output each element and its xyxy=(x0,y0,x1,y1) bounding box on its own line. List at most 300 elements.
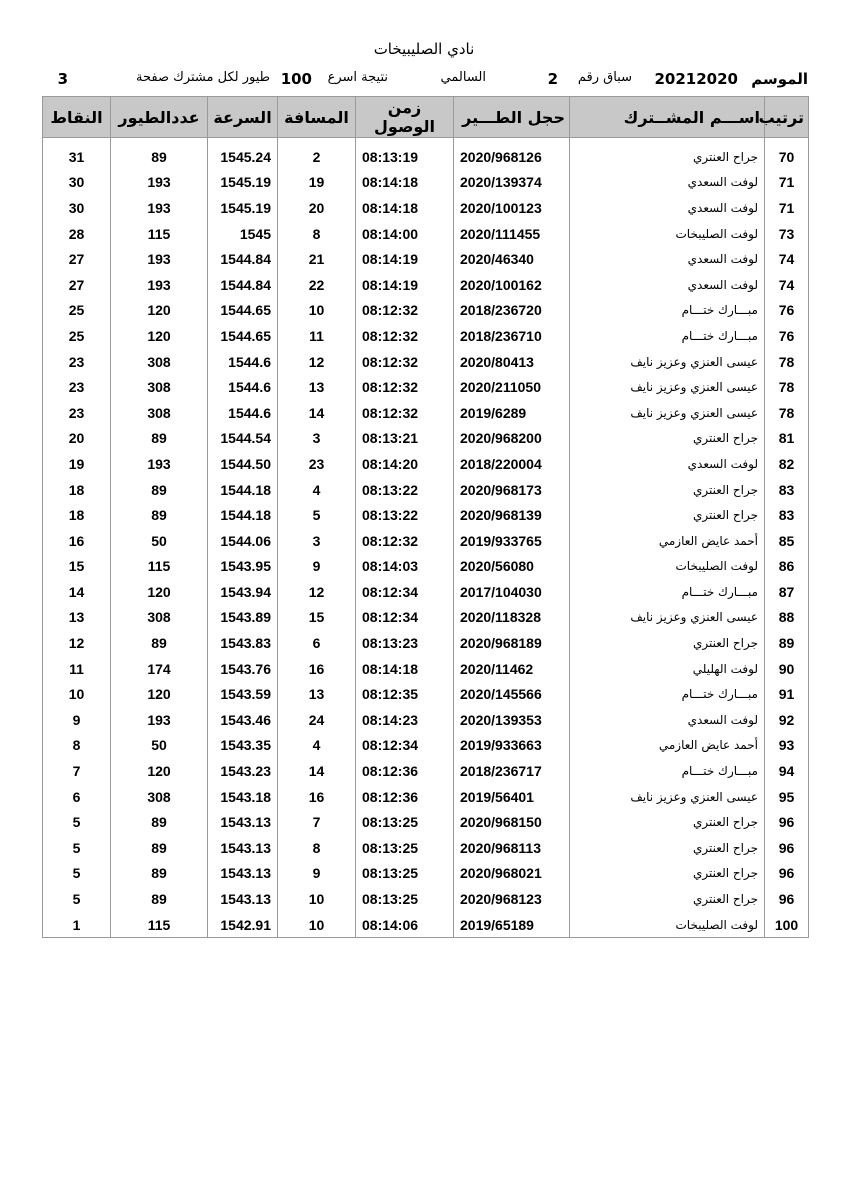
ring-number: 2020/100123 xyxy=(454,195,570,221)
rank-cell: 96 xyxy=(765,835,809,861)
points-cell: 27 xyxy=(43,272,111,298)
speed-cell: 1543.13 xyxy=(208,835,278,861)
participant-name: لوفت الصليبخات xyxy=(570,554,765,580)
ring-number: 2019/933663 xyxy=(454,733,570,759)
rank-cell: 93 xyxy=(765,733,809,759)
distance-cell: 21 xyxy=(278,246,356,272)
participant-name: لوفت السعدي xyxy=(570,707,765,733)
ring-number: 2020/968021 xyxy=(454,861,570,887)
distance-cell: 15 xyxy=(278,605,356,631)
points-cell: 5 xyxy=(43,861,111,887)
arrival-time: 08:14:18 xyxy=(356,170,454,196)
birds-count: 100 xyxy=(280,70,312,88)
race-info-line xyxy=(42,70,808,92)
points-cell: 18 xyxy=(43,502,111,528)
table-header-row xyxy=(43,97,809,138)
birds-count-cell: 115 xyxy=(111,221,208,247)
speed-cell: 1544.06 xyxy=(208,528,278,554)
arrival-time: 08:12:34 xyxy=(356,733,454,759)
rank-cell: 81 xyxy=(765,426,809,452)
rank-cell: 74 xyxy=(765,272,809,298)
ring-number: 2018/236720 xyxy=(454,298,570,324)
arrival-time: 08:13:23 xyxy=(356,630,454,656)
race-number: 2 xyxy=(547,70,558,88)
rank-cell: 96 xyxy=(765,809,809,835)
participant-name: جراح العنتري xyxy=(570,809,765,835)
points-cell: 1 xyxy=(43,912,111,938)
participant-name: عيسى العنزي وعزيز نايف xyxy=(570,400,765,426)
points-cell: 25 xyxy=(43,298,111,324)
speed-cell: 1543.89 xyxy=(208,605,278,631)
birds-count-cell: 89 xyxy=(111,886,208,912)
distance-cell: 11 xyxy=(278,323,356,349)
arrival-time: 08:14:18 xyxy=(356,195,454,221)
participant-name: جراح العنتري xyxy=(570,502,765,528)
header-birds: عددالطيور xyxy=(111,97,208,138)
birds-per-label: طيور لكل مشترك صفحة xyxy=(136,70,270,85)
table-row xyxy=(43,605,809,631)
distance-cell: 2 xyxy=(278,144,356,170)
points-cell: 10 xyxy=(43,681,111,707)
points-cell: 30 xyxy=(43,195,111,221)
points-cell: 30 xyxy=(43,170,111,196)
ring-number: 2019/65189 xyxy=(454,912,570,938)
rank-cell: 91 xyxy=(765,681,809,707)
table-row xyxy=(43,426,809,452)
speed-cell: 1543.94 xyxy=(208,579,278,605)
season-label: الموسم xyxy=(751,70,808,88)
arrival-time: 08:14:23 xyxy=(356,707,454,733)
rank-cell: 94 xyxy=(765,758,809,784)
speed-cell: 1544.84 xyxy=(208,246,278,272)
ring-number: 2018/236717 xyxy=(454,758,570,784)
ring-number: 2020/139374 xyxy=(454,170,570,196)
birds-count-cell: 193 xyxy=(111,170,208,196)
birds-count-cell: 308 xyxy=(111,374,208,400)
participant-name: أحمد عايض العازمي xyxy=(570,733,765,759)
table-row xyxy=(43,758,809,784)
participant-name: جراح العنتري xyxy=(570,835,765,861)
distance-cell: 14 xyxy=(278,758,356,784)
header-name: اســـم المشــترك xyxy=(570,97,765,138)
speed-cell: 1543.46 xyxy=(208,707,278,733)
distance-cell: 14 xyxy=(278,400,356,426)
page-number: 3 xyxy=(57,70,68,88)
birds-count-cell: 193 xyxy=(111,272,208,298)
points-cell: 20 xyxy=(43,426,111,452)
rank-cell: 88 xyxy=(765,605,809,631)
speed-cell: 1544.6 xyxy=(208,374,278,400)
speed-cell: 1544.50 xyxy=(208,451,278,477)
ring-number: 2019/6289 xyxy=(454,400,570,426)
birds-count-cell: 308 xyxy=(111,349,208,375)
distance-cell: 3 xyxy=(278,426,356,452)
points-cell: 25 xyxy=(43,323,111,349)
ring-number: 2020/968189 xyxy=(454,630,570,656)
birds-count-cell: 174 xyxy=(111,656,208,682)
arrival-time: 08:12:34 xyxy=(356,605,454,631)
result-label: نتيجة اسرع xyxy=(327,70,388,85)
participant-name: جراح العنتري xyxy=(570,477,765,503)
participant-name: مبـــارك ختـــام xyxy=(570,758,765,784)
arrival-time: 08:12:32 xyxy=(356,349,454,375)
ring-number: 2020/211050 xyxy=(454,374,570,400)
points-cell: 27 xyxy=(43,246,111,272)
distance-cell: 10 xyxy=(278,298,356,324)
participant-name: لوفت السعدي xyxy=(570,195,765,221)
arrival-time: 08:12:36 xyxy=(356,784,454,810)
points-cell: 8 xyxy=(43,733,111,759)
table-row xyxy=(43,630,809,656)
rank-cell: 73 xyxy=(765,221,809,247)
distance-cell: 12 xyxy=(278,349,356,375)
arrival-time: 08:14:06 xyxy=(356,912,454,938)
distance-cell: 6 xyxy=(278,630,356,656)
ring-number: 2020/100162 xyxy=(454,272,570,298)
birds-count-cell: 89 xyxy=(111,861,208,887)
table-row xyxy=(43,502,809,528)
ring-number: 2020/11462 xyxy=(454,656,570,682)
speed-cell: 1542.91 xyxy=(208,912,278,938)
rank-cell: 71 xyxy=(765,195,809,221)
table-row xyxy=(43,912,809,938)
table-row xyxy=(43,809,809,835)
speed-cell: 1544.18 xyxy=(208,502,278,528)
arrival-time: 08:13:25 xyxy=(356,861,454,887)
rank-cell: 90 xyxy=(765,656,809,682)
distance-cell: 20 xyxy=(278,195,356,221)
birds-count-cell: 89 xyxy=(111,477,208,503)
participant-name: لوفت الهليلي xyxy=(570,656,765,682)
speed-cell: 1544.65 xyxy=(208,298,278,324)
points-cell: 16 xyxy=(43,528,111,554)
distance-cell: 10 xyxy=(278,886,356,912)
arrival-time: 08:12:32 xyxy=(356,298,454,324)
arrival-time: 08:12:36 xyxy=(356,758,454,784)
birds-count-cell: 50 xyxy=(111,528,208,554)
table-row xyxy=(43,349,809,375)
ring-number: 2020/968126 xyxy=(454,144,570,170)
ring-number: 2020/118328 xyxy=(454,605,570,631)
ring-number: 2020/968139 xyxy=(454,502,570,528)
speed-cell: 1545.19 xyxy=(208,170,278,196)
rank-cell: 85 xyxy=(765,528,809,554)
birds-count-cell: 120 xyxy=(111,681,208,707)
speed-cell: 1545 xyxy=(208,221,278,247)
participant-name: لوفت السعدي xyxy=(570,272,765,298)
distance-cell: 12 xyxy=(278,579,356,605)
table-row xyxy=(43,656,809,682)
club-title: نادي الصليبيخات xyxy=(373,40,475,58)
arrival-time: 08:14:19 xyxy=(356,246,454,272)
results-table xyxy=(42,96,809,938)
speed-cell: 1545.24 xyxy=(208,144,278,170)
speed-cell: 1544.6 xyxy=(208,400,278,426)
participant-name: جراح العنتري xyxy=(570,886,765,912)
birds-count-cell: 120 xyxy=(111,758,208,784)
header-rank: ترتيب xyxy=(765,97,809,138)
arrival-time: 08:13:25 xyxy=(356,809,454,835)
participant-name: لوفت السعدي xyxy=(570,451,765,477)
arrival-time: 08:12:32 xyxy=(356,400,454,426)
arrival-time: 08:13:25 xyxy=(356,835,454,861)
speed-cell: 1543.13 xyxy=(208,886,278,912)
table-row xyxy=(43,272,809,298)
points-cell: 28 xyxy=(43,221,111,247)
points-cell: 5 xyxy=(43,835,111,861)
participant-name: لوفت السعدي xyxy=(570,170,765,196)
speed-cell: 1544.54 xyxy=(208,426,278,452)
distance-cell: 9 xyxy=(278,554,356,580)
ring-number: 2020/968123 xyxy=(454,886,570,912)
speed-cell: 1543.95 xyxy=(208,554,278,580)
ring-number: 2020/56080 xyxy=(454,554,570,580)
participant-name: أحمد عايض العازمي xyxy=(570,528,765,554)
participant-name: جراح العنتري xyxy=(570,861,765,887)
birds-count-cell: 193 xyxy=(111,246,208,272)
ring-number: 2019/56401 xyxy=(454,784,570,810)
speed-cell: 1543.35 xyxy=(208,733,278,759)
distance-cell: 4 xyxy=(278,477,356,503)
rank-cell: 78 xyxy=(765,349,809,375)
table-row xyxy=(43,221,809,247)
results-body xyxy=(43,144,809,938)
table-row xyxy=(43,323,809,349)
table-row xyxy=(43,835,809,861)
rank-cell: 76 xyxy=(765,323,809,349)
table-row xyxy=(43,246,809,272)
table-row xyxy=(43,144,809,170)
table-row xyxy=(43,861,809,887)
rank-cell: 83 xyxy=(765,502,809,528)
rank-cell: 82 xyxy=(765,451,809,477)
distance-cell: 16 xyxy=(278,656,356,682)
distance-cell: 16 xyxy=(278,784,356,810)
distance-cell: 7 xyxy=(278,809,356,835)
distance-cell: 23 xyxy=(278,451,356,477)
distance-cell: 13 xyxy=(278,374,356,400)
ring-number: 2020/968150 xyxy=(454,809,570,835)
table-row xyxy=(43,195,809,221)
birds-count-cell: 89 xyxy=(111,630,208,656)
participant-name: مبـــارك ختـــام xyxy=(570,681,765,707)
birds-count-cell: 120 xyxy=(111,323,208,349)
participant-name: مبـــارك ختـــام xyxy=(570,323,765,349)
rank-cell: 96 xyxy=(765,861,809,887)
distance-cell: 9 xyxy=(278,861,356,887)
participant-name: عيسى العنزي وعزيز نايف xyxy=(570,374,765,400)
birds-count-cell: 120 xyxy=(111,579,208,605)
speed-cell: 1544.18 xyxy=(208,477,278,503)
distance-cell: 22 xyxy=(278,272,356,298)
speed-cell: 1543.13 xyxy=(208,809,278,835)
arrival-time: 08:14:20 xyxy=(356,451,454,477)
birds-count-cell: 115 xyxy=(111,554,208,580)
points-cell: 7 xyxy=(43,758,111,784)
ring-number: 2019/933765 xyxy=(454,528,570,554)
points-cell: 11 xyxy=(43,656,111,682)
points-cell: 13 xyxy=(43,605,111,631)
rank-cell: 74 xyxy=(765,246,809,272)
header-arrival-time: زمن الوصول xyxy=(356,97,454,138)
rank-cell: 100 xyxy=(765,912,809,938)
rank-cell: 89 xyxy=(765,630,809,656)
birds-count-cell: 193 xyxy=(111,451,208,477)
speed-cell: 1543.59 xyxy=(208,681,278,707)
race-label: سباق رقم xyxy=(577,70,632,85)
table-row xyxy=(43,681,809,707)
rank-cell: 78 xyxy=(765,374,809,400)
arrival-time: 08:14:00 xyxy=(356,221,454,247)
table-row xyxy=(43,528,809,554)
arrival-time: 08:14:03 xyxy=(356,554,454,580)
speed-cell: 1543.23 xyxy=(208,758,278,784)
points-cell: 23 xyxy=(43,374,111,400)
table-row xyxy=(43,554,809,580)
table-row xyxy=(43,579,809,605)
speed-cell: 1543.18 xyxy=(208,784,278,810)
arrival-time: 08:12:32 xyxy=(356,528,454,554)
location: السالمي xyxy=(440,70,486,85)
participant-name: جراح العنتري xyxy=(570,144,765,170)
ring-number: 2020/145566 xyxy=(454,681,570,707)
participant-name: لوفت الصليبخات xyxy=(570,221,765,247)
ring-number: 2020/968200 xyxy=(454,426,570,452)
distance-cell: 13 xyxy=(278,681,356,707)
speed-cell: 1544.6 xyxy=(208,349,278,375)
birds-count-cell: 89 xyxy=(111,426,208,452)
rank-cell: 78 xyxy=(765,400,809,426)
table-row xyxy=(43,477,809,503)
arrival-time: 08:12:32 xyxy=(356,323,454,349)
speed-cell: 1543.83 xyxy=(208,630,278,656)
distance-cell: 4 xyxy=(278,733,356,759)
participant-name: جراح العنتري xyxy=(570,426,765,452)
rank-cell: 92 xyxy=(765,707,809,733)
table-row xyxy=(43,451,809,477)
distance-cell: 8 xyxy=(278,221,356,247)
points-cell: 9 xyxy=(43,707,111,733)
arrival-time: 08:13:22 xyxy=(356,477,454,503)
rank-cell: 95 xyxy=(765,784,809,810)
ring-number: 2020/46340 xyxy=(454,246,570,272)
participant-name: عيسى العنزي وعزيز نايف xyxy=(570,784,765,810)
ring-number: 2018/236710 xyxy=(454,323,570,349)
speed-cell: 1544.65 xyxy=(208,323,278,349)
arrival-time: 08:14:19 xyxy=(356,272,454,298)
rank-cell: 76 xyxy=(765,298,809,324)
speed-cell: 1543.13 xyxy=(208,861,278,887)
points-cell: 23 xyxy=(43,349,111,375)
ring-number: 2020/139353 xyxy=(454,707,570,733)
arrival-time: 08:14:18 xyxy=(356,656,454,682)
birds-count-cell: 89 xyxy=(111,502,208,528)
rank-cell: 86 xyxy=(765,554,809,580)
arrival-time: 08:12:32 xyxy=(356,374,454,400)
table-row xyxy=(43,886,809,912)
header-points: النقاط xyxy=(43,97,111,138)
birds-count-cell: 308 xyxy=(111,605,208,631)
header-speed: السرعة xyxy=(208,97,278,138)
rank-cell: 70 xyxy=(765,144,809,170)
participant-name: مبـــارك ختـــام xyxy=(570,298,765,324)
table-row xyxy=(43,400,809,426)
birds-count-cell: 193 xyxy=(111,195,208,221)
birds-count-cell: 89 xyxy=(111,809,208,835)
table-row xyxy=(43,784,809,810)
header-ring: حجل الطـــير xyxy=(454,97,570,138)
participant-name: جراح العنتري xyxy=(570,630,765,656)
speed-cell: 1544.84 xyxy=(208,272,278,298)
birds-count-cell: 308 xyxy=(111,400,208,426)
birds-count-cell: 50 xyxy=(111,733,208,759)
points-cell: 18 xyxy=(43,477,111,503)
birds-count-cell: 120 xyxy=(111,298,208,324)
distance-cell: 19 xyxy=(278,170,356,196)
birds-count-cell: 89 xyxy=(111,835,208,861)
points-cell: 6 xyxy=(43,784,111,810)
rank-cell: 87 xyxy=(765,579,809,605)
speed-cell: 1545.19 xyxy=(208,195,278,221)
participant-name: مبـــارك ختـــام xyxy=(570,579,765,605)
ring-number: 2020/80413 xyxy=(454,349,570,375)
points-cell: 5 xyxy=(43,886,111,912)
participant-name: لوفت الصليبخات xyxy=(570,912,765,938)
arrival-time: 08:13:25 xyxy=(356,886,454,912)
arrival-time: 08:12:34 xyxy=(356,579,454,605)
points-cell: 5 xyxy=(43,809,111,835)
arrival-time: 08:13:19 xyxy=(356,144,454,170)
points-cell: 31 xyxy=(43,144,111,170)
birds-count-cell: 193 xyxy=(111,707,208,733)
header-distance: المسافة xyxy=(278,97,356,138)
distance-cell: 10 xyxy=(278,912,356,938)
rank-cell: 83 xyxy=(765,477,809,503)
points-cell: 19 xyxy=(43,451,111,477)
distance-cell: 3 xyxy=(278,528,356,554)
points-cell: 15 xyxy=(43,554,111,580)
ring-number: 2018/220004 xyxy=(454,451,570,477)
birds-count-cell: 89 xyxy=(111,144,208,170)
points-cell: 14 xyxy=(43,579,111,605)
distance-cell: 24 xyxy=(278,707,356,733)
ring-number: 2020/111455 xyxy=(454,221,570,247)
table-row xyxy=(43,374,809,400)
ring-number: 2020/968173 xyxy=(454,477,570,503)
table-row xyxy=(43,733,809,759)
table-row xyxy=(43,298,809,324)
arrival-time: 08:13:21 xyxy=(356,426,454,452)
distance-cell: 5 xyxy=(278,502,356,528)
points-cell: 23 xyxy=(43,400,111,426)
rank-cell: 96 xyxy=(765,886,809,912)
participant-name: عيسى العنزي وعزيز نايف xyxy=(570,349,765,375)
distance-cell: 8 xyxy=(278,835,356,861)
rank-cell: 71 xyxy=(765,170,809,196)
table-row xyxy=(43,707,809,733)
ring-number: 2020/968113 xyxy=(454,835,570,861)
arrival-time: 08:12:35 xyxy=(356,681,454,707)
birds-count-cell: 115 xyxy=(111,912,208,938)
speed-cell: 1543.76 xyxy=(208,656,278,682)
season-value: 20212020 xyxy=(654,70,738,88)
arrival-time: 08:13:22 xyxy=(356,502,454,528)
participant-name: لوفت السعدي xyxy=(570,246,765,272)
participant-name: عيسى العنزي وعزيز نايف xyxy=(570,605,765,631)
points-cell: 12 xyxy=(43,630,111,656)
birds-count-cell: 308 xyxy=(111,784,208,810)
table-row xyxy=(43,170,809,196)
